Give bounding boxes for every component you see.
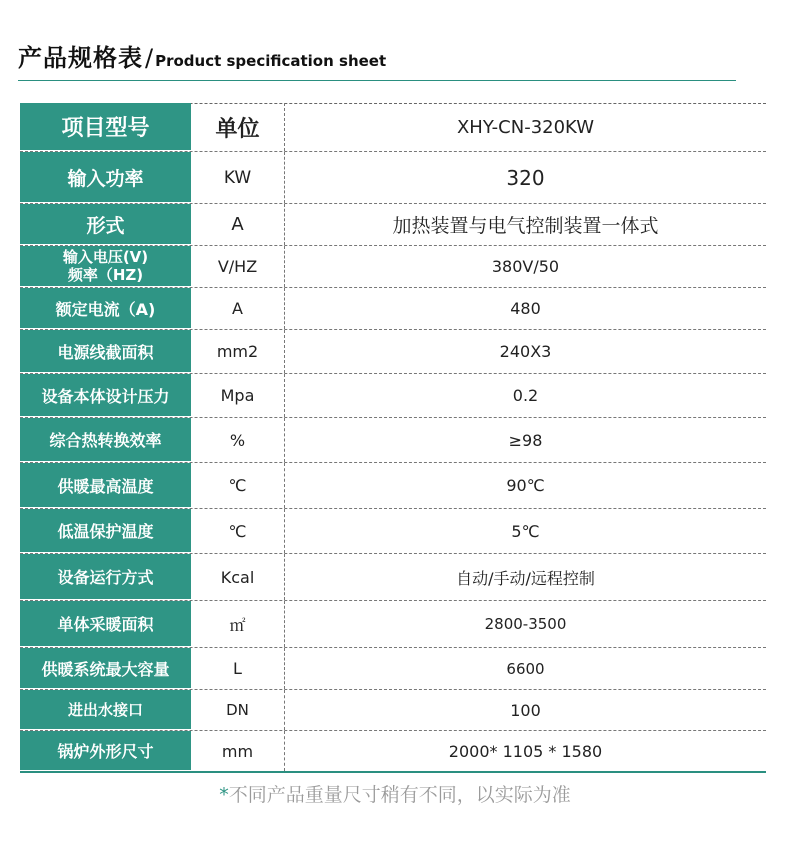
row-unit: ㎡ — [191, 601, 285, 647]
table-row — [20, 509, 766, 554]
row-unit: V/HZ — [191, 246, 285, 287]
title-chinese: 产品规格表 — [18, 44, 143, 72]
row-label: 综合热转换效率 — [20, 418, 191, 462]
row-unit: KW — [191, 152, 285, 203]
row-unit: A — [191, 204, 285, 245]
row-unit: L — [191, 648, 285, 689]
table-row — [20, 418, 766, 463]
row-label: 输入功率 — [20, 152, 191, 203]
row-value: 2000* 1105 * 1580 — [448, 741, 603, 761]
row-label: 电源线截面积 — [20, 330, 191, 373]
row-value: 380V/50 — [491, 257, 560, 276]
row-value: 2800-3500 — [484, 615, 567, 633]
row-value: 自动/手动/远程控制 — [456, 568, 595, 588]
row-label: 低温保护温度 — [20, 509, 191, 553]
title-separator: / — [145, 44, 154, 72]
table-row — [20, 463, 766, 509]
row-label-line: 输入电压(V) — [62, 248, 149, 266]
row-value: 90℃ — [506, 476, 545, 495]
row-value: 5℃ — [511, 521, 540, 541]
row-unit: ℃ — [191, 509, 285, 553]
row-label: 供暖最高温度 — [20, 463, 191, 508]
header-model-cell: XHY-CN-320KW — [456, 116, 595, 138]
row-value: 240X3 — [499, 342, 552, 361]
table-row — [20, 690, 766, 731]
row-unit: mm — [191, 731, 285, 771]
row-unit: A — [191, 288, 285, 329]
table-row — [20, 731, 766, 773]
row-value: 480 — [510, 299, 541, 318]
row-unit: ℃ — [191, 463, 285, 508]
row-value: 加热装置与电气控制装置一体式 — [392, 215, 659, 237]
row-label-line: 频率（HZ) — [67, 266, 144, 284]
row-unit: Kcal — [191, 554, 285, 600]
row-unit: Mpa — [191, 374, 285, 417]
row-label: 锅炉外形尺寸 — [20, 731, 191, 771]
table-row — [20, 374, 766, 418]
header-label-cell: 项目型号 — [20, 103, 191, 151]
table-row — [20, 288, 766, 330]
header-unit-cell: 单位 — [191, 103, 285, 151]
row-unit: % — [191, 418, 285, 462]
table-row — [20, 152, 766, 204]
row-value: 320 — [506, 165, 545, 190]
row-value: 100 — [510, 700, 541, 720]
row-unit: mm2 — [191, 330, 285, 373]
table-header-row — [20, 103, 766, 152]
row-label: 单体采暖面积 — [20, 601, 191, 647]
footnote-asterisk: * — [219, 784, 229, 806]
table-row — [20, 330, 766, 374]
row-value: 0.2 — [512, 386, 539, 405]
row-label: 设备运行方式 — [20, 554, 191, 600]
row-unit: DN — [191, 690, 285, 730]
footnote-text: 不同产品重量尺寸稍有不同，以实际为准 — [228, 784, 571, 806]
row-label: 额定电流（A) — [20, 288, 191, 329]
row-label: 进出水接口 — [20, 690, 191, 730]
table-row — [20, 601, 766, 648]
title-english: Product specification sheet — [155, 52, 387, 70]
table-row — [20, 246, 766, 288]
spec-table — [20, 103, 766, 773]
footnote — [0, 780, 790, 807]
row-label — [20, 246, 191, 287]
table-row — [20, 204, 766, 246]
table-row — [20, 554, 766, 601]
page-title — [18, 38, 386, 72]
row-value: 6600 — [506, 659, 545, 678]
title-divider — [18, 80, 736, 81]
row-label: 设备本体设计压力 — [20, 374, 191, 417]
row-label: 形式 — [20, 204, 191, 245]
row-value: ≥98 — [508, 430, 543, 450]
table-row — [20, 648, 766, 690]
row-label: 供暖系统最大容量 — [20, 648, 191, 689]
